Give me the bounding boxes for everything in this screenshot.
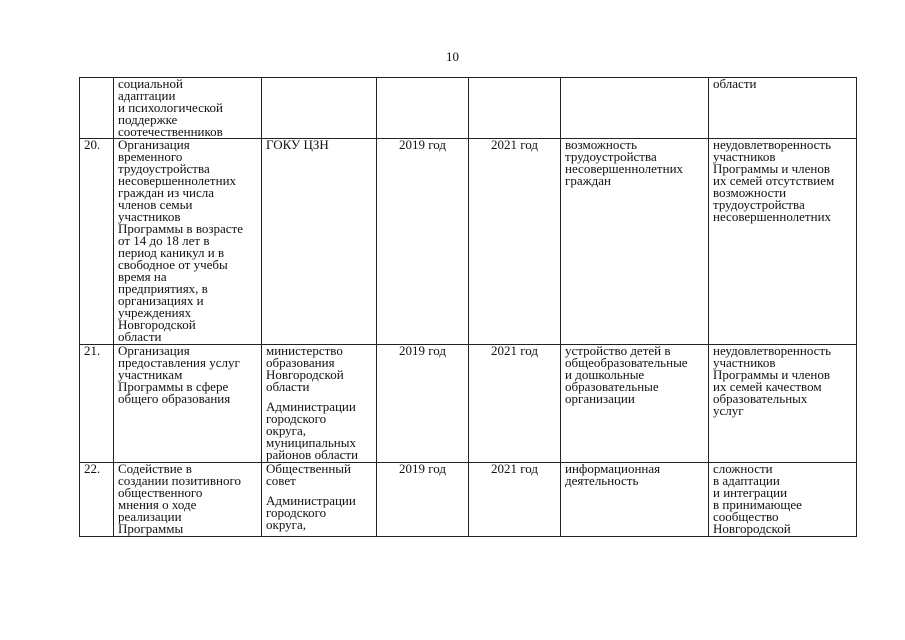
cell-line: и психологической [118,100,224,115]
cell-line: несовершеннолетних [118,173,237,188]
cell-line: граждан [565,173,611,188]
result-cell [561,139,709,345]
cell-line: Содействие в [118,462,192,476]
cell-line: Организация [118,138,190,152]
cell-line: неудовлетворенность [713,344,832,358]
executor-paragraph [266,463,372,487]
result-cell [561,78,709,139]
cell-line: Новгородской [713,521,791,536]
cell-line: Администрации [266,493,356,508]
cell-line: предоставления услуг [118,355,240,370]
row-number-cell: 22. [80,463,114,537]
cell-line: Новгородской [266,367,344,382]
cell-line: министерство [266,344,343,358]
measure-cell [114,139,262,345]
cell-line: Программы в сфере [118,379,229,394]
executor-cell [262,78,377,139]
cell-line: их семей отсутствием [713,173,835,188]
cell-line: услуг [713,403,744,418]
cell-line: образовательных [713,391,808,406]
risk-cell [709,78,857,139]
cell-line: адаптации [118,88,176,103]
cell-line: области [266,379,310,394]
cell-line: реализации [118,509,182,524]
cell-line: членов семьи [118,197,193,212]
cell-line: участников [713,149,776,164]
cell-line: Организация [118,344,190,358]
cell-line: Программы и членов [713,161,831,176]
cell-line: Программы и членов [713,367,831,382]
end-year-cell: 2021 год [469,139,561,345]
cell-line: организации [565,391,635,406]
executor-cell [262,463,377,537]
cell-line: период каникул и в [118,245,225,260]
program-measures-table [79,77,857,537]
cell-line: время на [118,269,167,284]
cell-line: Программы в возрасте [118,221,243,236]
page-number: 10 [446,49,459,64]
cell-line: и дошкольные [565,367,645,382]
cell-line: образования [266,355,335,370]
risk-cell [709,139,857,345]
cell-line: сообщество [713,509,779,524]
start-year-cell: 2019 год [377,345,469,463]
measure-cell [114,345,262,463]
cell-line: районов области [266,447,359,462]
cell-line: участников [118,209,181,224]
cell-line: общего образования [118,391,231,406]
cell-line: ГОКУ ЦЗН [266,138,329,152]
result-cell [561,463,709,537]
executor-paragraph [266,345,372,393]
measure-cell [114,78,262,139]
cell-line: Администрации [266,399,356,414]
cell-line: информационная [565,462,661,476]
cell-line: устройство детей в [565,344,671,358]
cell-line: социальной [118,77,183,91]
cell-line: округа, [266,517,306,532]
table-row [80,139,857,345]
cell-line: мнения о ходе [118,497,197,512]
end-year-cell: 2021 год [469,345,561,463]
table-row [80,463,857,537]
start-year-cell: 2019 год [377,463,469,537]
cell-line: Новгородской [118,317,196,332]
cell-line: участников [713,355,776,370]
cell-line: Программы [118,521,184,536]
cell-line: и интеграции [713,485,788,500]
executor-cell [262,345,377,463]
cell-line: общеобразовательные [565,355,688,370]
cell-line: временного [118,149,183,164]
row-number-cell [80,78,114,139]
cell-line: трудоустройства [713,197,805,212]
cell-line: соотечественников [118,124,223,139]
start-year-cell [377,78,469,139]
table-row [80,345,857,463]
row-number-cell: 21. [80,345,114,463]
cell-line: трудоустройства [565,149,657,164]
executor-paragraph [266,495,372,531]
cell-line: организациях и [118,293,204,308]
executor-cell [262,139,377,345]
risk-cell [709,463,857,537]
cell-line: городского [266,505,327,520]
start-year-cell: 2019 год [377,139,469,345]
end-year-cell: 2021 год [469,463,561,537]
cell-line: трудоустройства [118,161,210,176]
cell-line: в принимающее [713,497,802,512]
table-row [80,78,857,139]
cell-line: общественного [118,485,203,500]
cell-line: их семей качеством [713,379,822,394]
executor-paragraph [266,401,372,461]
cell-line: граждан из числа [118,185,215,200]
cell-line: сложности [713,462,773,476]
cell-line: предприятиях, в [118,281,208,296]
cell-line: учреждениях [118,305,192,320]
result-cell [561,345,709,463]
cell-line: возможность [565,138,638,152]
cell-line: Общественный [266,462,351,476]
cell-line: возможности [713,185,787,200]
cell-line: несовершеннолетних [565,161,684,176]
risk-cell [709,345,857,463]
cell-line: свободное от учебы [118,257,228,272]
cell-line: поддержке [118,112,178,127]
cell-line: несовершеннолетних [713,209,832,224]
cell-line: муниципальных [266,435,357,450]
executor-paragraph [266,139,372,151]
cell-line: области [713,77,757,91]
cell-line: округа, [266,423,306,438]
cell-line: от 14 до 18 лет в [118,233,210,248]
cell-line: создании позитивного [118,473,241,488]
cell-line: области [118,329,162,344]
cell-line: образовательные [565,379,659,394]
end-year-cell [469,78,561,139]
cell-line: совет [266,473,296,488]
cell-line: в адаптации [713,473,780,488]
cell-line: неудовлетворенность [713,138,832,152]
cell-line: участникам [118,367,183,382]
cell-line: деятельность [565,473,639,488]
cell-line: городского [266,411,327,426]
row-number-cell: 20. [80,139,114,345]
measure-cell [114,463,262,537]
